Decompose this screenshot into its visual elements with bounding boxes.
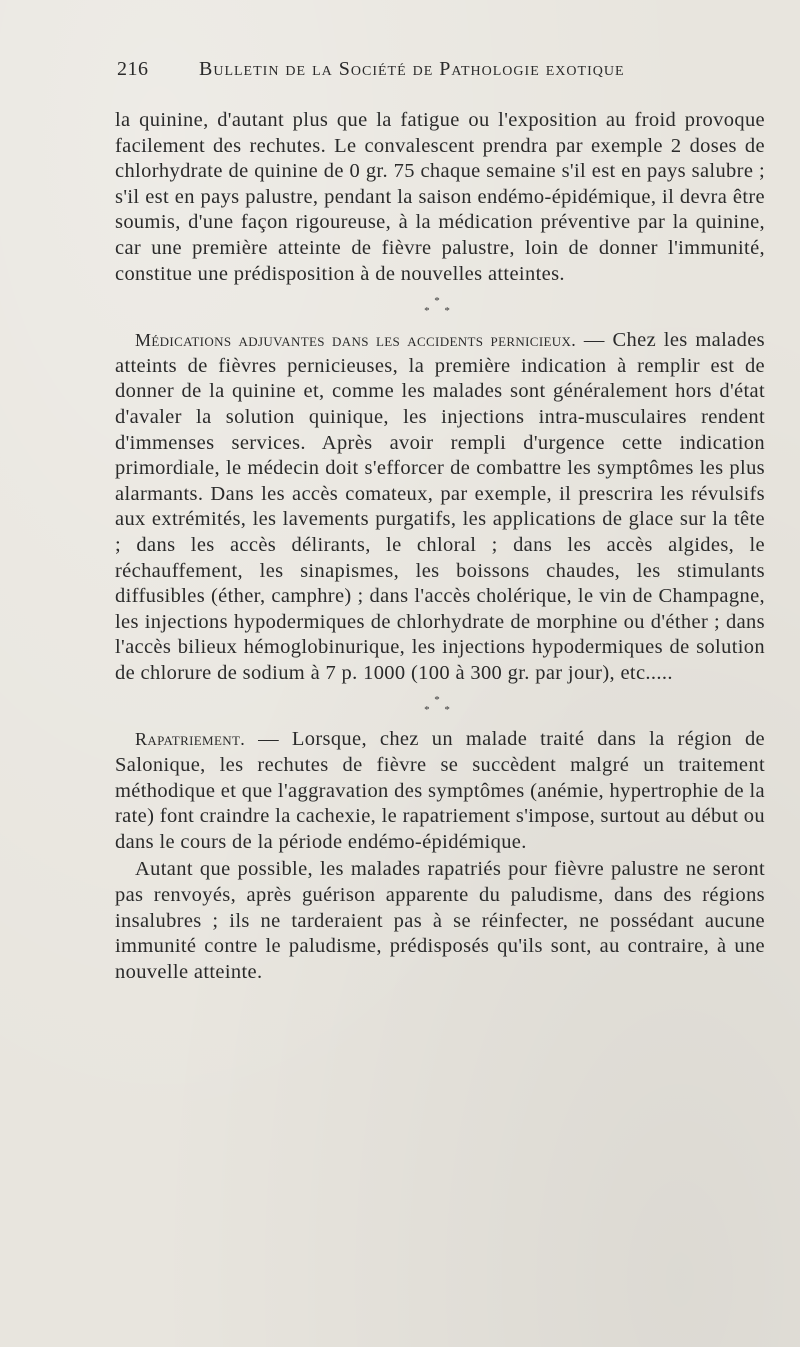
asterism-bottom: * * [424,704,456,717]
asterism-top: * [434,295,446,308]
paragraph-medications-adjuvantes [115,328,765,686]
paragraph-text: la quinine, d'autant plus que la fatigue ou l'exposition au froid provoque facilement des rechutes. Le convalescent prendra par exemple 2 doses de chlorhydrate de quinine de 0 gr. 75 chaque semaine s'il est en pays salubre ; s'il est en pays palustre, pendant la saison endémo-épidémique, il devra être soumis, d'une façon rigoureuse, à la médication préventive par la quinine, car une première atteinte de fièvre palustre, loin de donner l'immunité, constitue une prédisposition à de nouvelles atteintes. [115,109,765,285]
page-header [117,58,677,88]
page-number: 216 [117,58,149,80]
paragraph-text: Autant que possible, les malades rapatriés pour fièvre palustre ne seront pas renvoyés, après guérison apparente du paludisme, dans des régions insalubres ; ils ne tarderaient pas à se réinfecter, ne possédant aucune immunité contre le paludisme, prédisposés qu'ils sont, au contraire, à une nouvelle atteinte. [115,858,765,983]
paragraph-text: — Lorsque, chez un malade traité dans la région de Salonique, les rechutes de fièvre se succèdent malgré un traitement méthodique et que l'aggravation des symptômes (anémie, hypertrophie de la rate) font craindre la cachexie, le rapatriement s'impose, surtout au début ou dans le cours de la période endémo-épidémique. [115,728,765,853]
paragraph-autant-que-possible [115,857,765,985]
paragraph-text: — Chez les malades atteints de fièvres pernicieuses, la première indication à remplir est de donner de la quinine et, comme les malades sont généralement hors d'état d'avaler la solution quinique, les injections intra-musculaires rendent d'immenses services. Après avoir rempli d'urgence cette indication primordiale, le médecin doit s'efforcer de combattre les symptômes les plus alarmants. Dans les accès comateux, par exemple, il prescrira les révulsifs aux extrémités, les lavements purgatifs, les applications de glace sur la tête ; dans les accès délirants, le chloral ; dans les accès algides, le réchauffement, les sinapismes, les boissons chaudes, les stimulants diffusibles (éther, camphre) ; dans l'accès cholérique, le vin de Champagne, les injections hypodermiques de chlorhydrate de morphine ou d'éther ; dans l'accès bilieux hémoglobinurique, les injections hypodermiques de solution de chlorure de sodium à 7 p. 1000 (100 à 300 gr. par jour), etc..... [115,329,765,684]
running-title: Bulletin de la Société de Pathologie exotique [199,58,625,80]
asterism-divider [115,296,765,316]
page-body [115,108,765,985]
asterism-bottom: * * [424,305,456,318]
paragraph-rapatriement [115,727,765,855]
paragraph-quinine-continuation [115,108,765,287]
section-heading-medications: Médications adjuvantes dans les accidents pernicieux. [135,330,577,351]
section-heading-rapatriement: Rapatriement. [135,729,246,750]
asterism-top: * [434,694,446,707]
asterism-divider [115,695,765,715]
